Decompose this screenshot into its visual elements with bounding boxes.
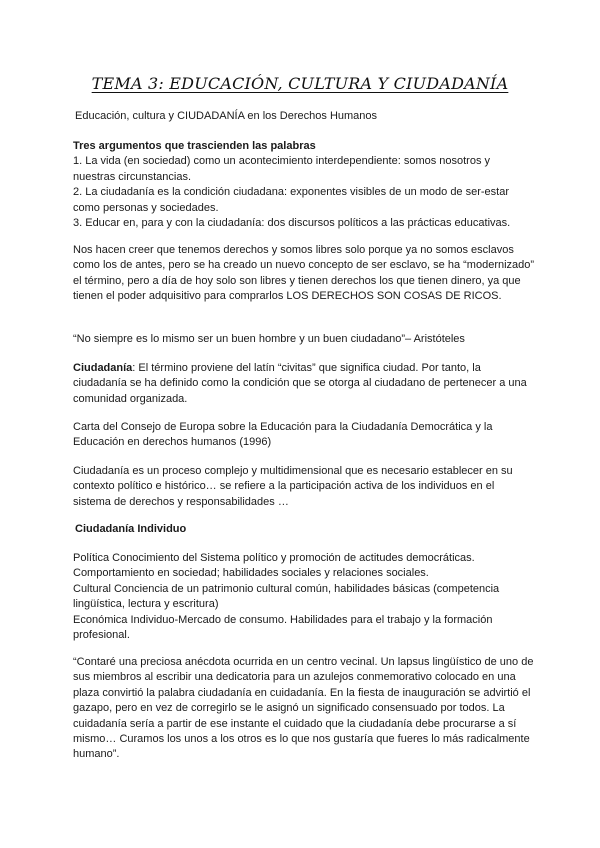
process-paragraph: Ciudadanía es un proceso complejo y multidimensional que es necesario establecer en su contexto político e histórico… se refiere a la participación activa de los individuos en el sistema de derechos y responsabilidades … xyxy=(73,465,513,508)
charter-reference: Carta del Consejo de Europa sobre la Educación para la Ciudadanía Democrática y la Educación en derechos humanos (1996) xyxy=(73,421,493,449)
individual-heading-wrap xyxy=(75,522,537,537)
definition-text: : El término proviene del latín “civitas” que significa ciudad. Por tanto, la ciudadanía se ha definido como la condición que se otorga al ciudadano de pertenecer a una comunidad organizada. xyxy=(73,362,527,405)
individual-item-economica: Económica Individuo-Mercado de consumo. Habilidades para el trabajo y la formación profesional. xyxy=(73,613,493,642)
individual-item-politica: Política Conocimiento del Sistema político y promoción de actitudes democráticas. Comportamiento en sociedad; habilidades sociales y relaciones sociales. xyxy=(73,552,475,580)
definition-term: Ciudadanía xyxy=(73,362,133,374)
individual-heading: Ciudadanía Individuo xyxy=(75,523,187,535)
rights-paragraph: Nos hacen creer que tenemos derechos y somos libres solo porque ya no somos esclavos como los de antes, pero se ha creado un nuevo concepto de ser esclavo, se ha “modernizado” el término, pero a día de hoy solo son libres y tienen derechos los que tienen dinero, ya que tienen el poder adquisitivo para comprarlos LOS DERECHOS SON COSAS DE RICOS. xyxy=(73,244,535,303)
document-subtitle: Educación, cultura y CIUDADANÍA en los Derechos Humanos xyxy=(75,110,378,122)
argument-item: 1. La vida (en sociedad) como un acontecimiento interdependiente: somos nosotros y nuestras circunstancias. xyxy=(73,155,491,183)
arguments-section xyxy=(73,139,535,231)
anecdote-paragraph: “Contaré una preciosa anécdota ocurrida en un centro vecinal. Un lapsus lingüístico de uno de sus miembros al escribir una dedicatoria para un azulejos conmemorativo colocado en una plaza convirtió la palabra ciudadanía en cuidadanía. En la fiesta de inauguración se advirtió el gazapo, pero en vez de corregirlo se le asignó un significado consensuado por todos. La cuidadanía sería a partir de ese instante el cuidado que la ciudadanía debe procurarse a sí mismo… Curamos los unos a los otros es lo que nos gustaría que fueres lo más radicalmente humano”. xyxy=(73,656,534,761)
aristotle-quote: “No siempre es lo mismo ser un buen hombre y un buen ciudadano”– Aristóteles xyxy=(73,333,465,345)
document-title: TEMA 3: EDUCACIÓN, CULTURA Y CIUDADANÍA xyxy=(91,74,509,93)
argument-item: 2. La ciudadanía es la condición ciudadana: exponentes visibles de un modo de ser-estar como personas y sociedades. xyxy=(73,186,510,214)
individual-item-cultural: Cultural Conciencia de un patrimonio cultural común, habilidades básicas (competencia lingüística, lectura y escritura) xyxy=(73,582,500,611)
individual-section xyxy=(73,551,535,643)
argument-item: 3. Educar en, para y con la ciudadanía: dos discursos políticos a las prácticas educativas. xyxy=(73,217,511,230)
arguments-heading: Tres argumentos que trascienden las palabras xyxy=(73,140,316,152)
citizenship-definition xyxy=(73,361,535,407)
